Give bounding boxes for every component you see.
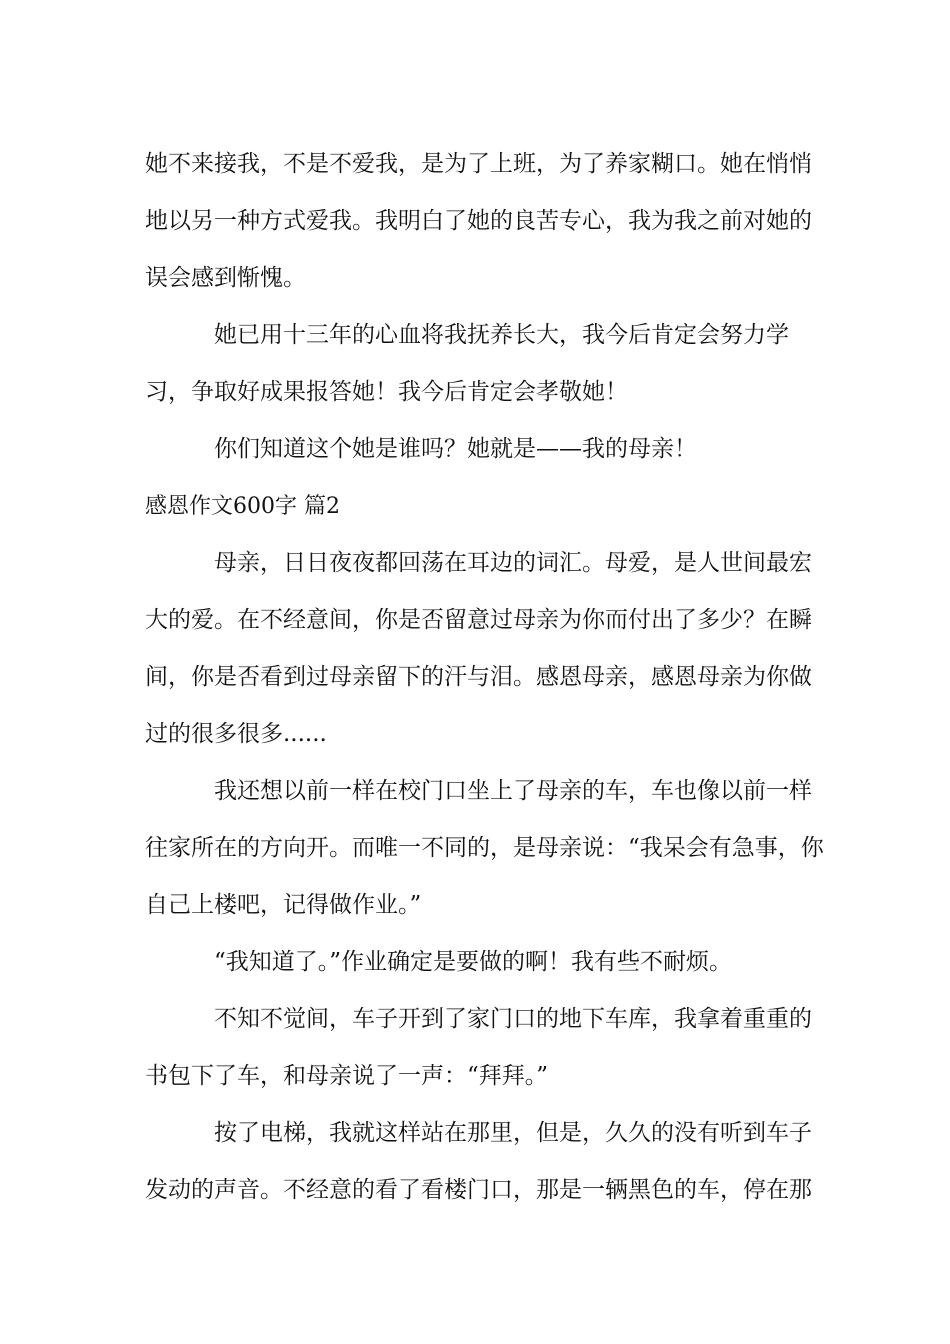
paragraph: 她不来接我，不是不爱我，是为了上班，为了养家糊口。她在悄悄地以另一种方式爱我。我明白了她的良苦专心，我为我之前对她的误会感到惭愧。 xyxy=(145,151,812,291)
section-heading: 感恩作文600字 篇2 xyxy=(145,494,340,519)
paragraph: 你们知道这个她是谁吗？她就是——我的母亲！ xyxy=(214,436,697,462)
paragraph: 母亲，日日夜夜都回荡在耳边的词汇。母爱，是人世间最宏大的爱。在不经意间，你是否留意过母亲为你而付出了多少？在瞬间，你是否看到过母亲留下的汗与泪。感恩母亲，感恩母亲为你做过的很多很多...... xyxy=(145,550,812,747)
paragraph: 按了电梯，我就这样站在那里，但是，久久的没有听到车子发动的声音。不经意的看了看楼门口，那是一辆黑色的车，停在那 xyxy=(145,1120,812,1203)
paragraph: 不知不觉间，车子开到了家门口的地下车库，我拿着重重的书包下了车，和母亲说了一声：“拜拜。” xyxy=(145,1006,812,1089)
paragraph: 我还想以前一样在校门口坐上了母亲的车，车也像以前一样往家所在的方向开。而唯一不同的，是母亲说：“我呆会有急事，你自己上楼吧，记得做作业。” xyxy=(145,778,824,918)
document-body xyxy=(145,136,825,1219)
paragraph: 她已用十三年的心血将我抚养长大，我今后肯定会努力学习，争取好成果报答她！我今后肯定会孝敬她！ xyxy=(145,322,789,405)
paragraph: “我知道了。”作业确定是要做的啊！我有些不耐烦。 xyxy=(214,949,733,975)
